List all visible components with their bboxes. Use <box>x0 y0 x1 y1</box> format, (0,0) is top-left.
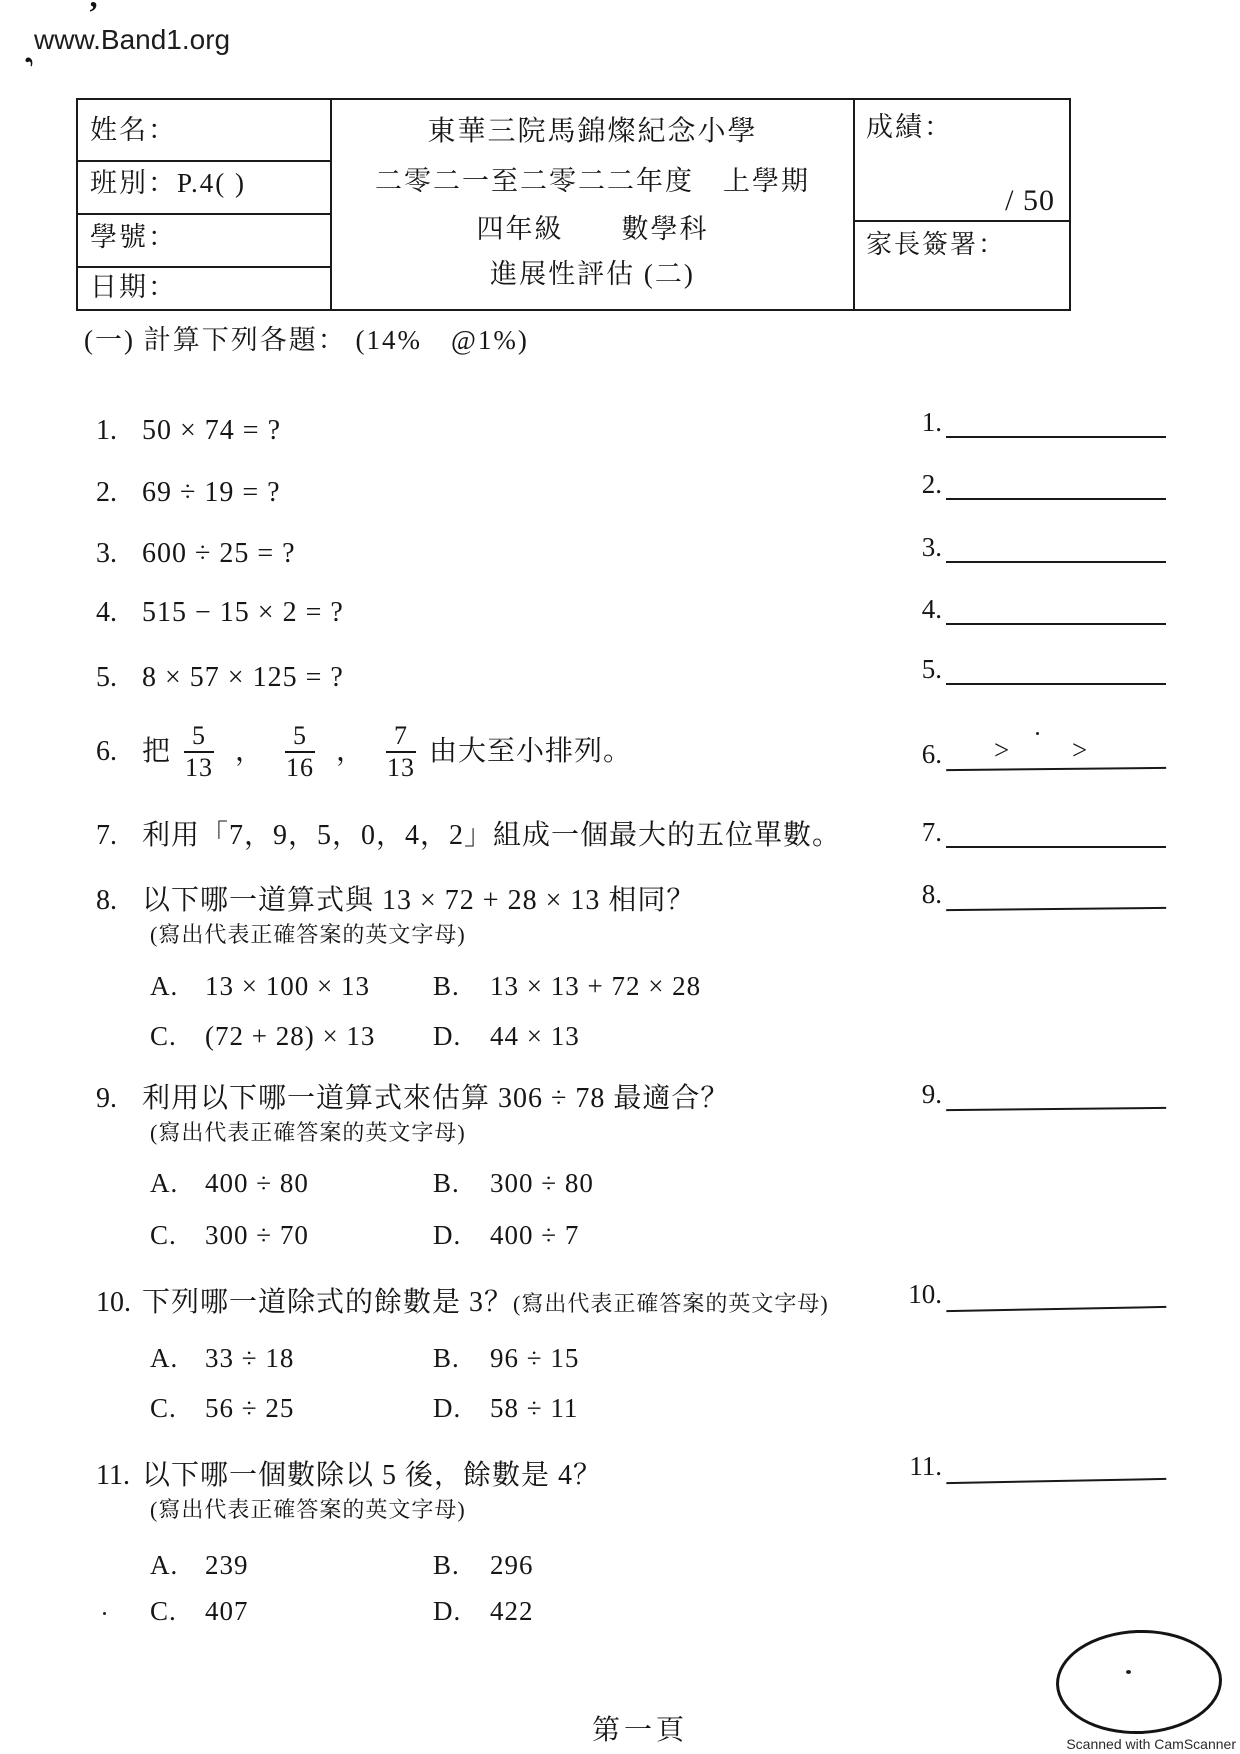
answer-line <box>946 527 1166 563</box>
question-text: 以下哪一個數除以 5 後，餘數是 4？ <box>142 1460 603 1491</box>
field-class-label: 班別：P.4( ) <box>90 168 247 198</box>
score-total: / 50 <box>1005 184 1055 217</box>
option-value: 300 ÷ 70 <box>205 1220 309 1250</box>
answer-number: 2. <box>921 469 942 499</box>
answer-line <box>946 733 1166 771</box>
question-8 <box>96 883 695 919</box>
school-name: 東華三院馬錦燦紀念小學 <box>427 116 758 147</box>
question-number: 4. <box>96 597 117 628</box>
question-3 <box>96 536 296 572</box>
answer-6-hint-greater: > <box>994 735 1010 765</box>
answer-line <box>946 589 1166 625</box>
question-10-options-row-2 <box>150 1391 810 1425</box>
option-value: 239 <box>205 1550 249 1580</box>
question-11-options-row-2 <box>150 1594 810 1628</box>
option-value: 422 <box>490 1596 534 1626</box>
fraction-3 <box>383 721 419 783</box>
answer-blank-10 <box>900 1276 1166 1310</box>
question-8-options-row-2 <box>150 1019 810 1053</box>
question-number: 9. <box>96 1083 117 1114</box>
fraction-denominator: 13 <box>387 753 416 782</box>
watermark-band1: www.Band1.org <box>34 24 231 55</box>
answer-number: 1. <box>921 407 942 437</box>
question-text: 50 × 74 = ? <box>142 415 282 446</box>
section-heading: (一) 計算下列各題： (14% @1%) <box>84 325 529 355</box>
option-label: D. <box>433 1220 462 1250</box>
question-number: 10. <box>96 1287 131 1318</box>
question-6 <box>96 706 632 798</box>
field-date-label: 日期： <box>90 272 177 302</box>
question-4 <box>96 595 344 631</box>
answer-blank-2 <box>900 466 1166 500</box>
question-11 <box>96 1458 602 1494</box>
answer-blank-5 <box>900 651 1166 685</box>
fraction-numerator: 5 <box>184 721 214 753</box>
option-value: (72 + 28) × 13 <box>205 1021 376 1051</box>
question-number: 11. <box>96 1460 130 1491</box>
answer-blank-3 <box>900 529 1166 563</box>
option-label: B. <box>433 1168 460 1198</box>
answer-line <box>946 402 1166 438</box>
question-number: 8. <box>96 885 117 916</box>
question-9-options-row-1 <box>150 1166 810 1200</box>
answer-blank-1 <box>900 404 1166 438</box>
option-value: 13 × 100 × 13 <box>205 971 370 1001</box>
parent-signature-label: 家長簽署： <box>866 230 1007 259</box>
answer-blank-6 <box>900 736 1166 770</box>
option-value: 300 ÷ 80 <box>490 1168 594 1198</box>
question-7 <box>96 818 841 854</box>
answer-line <box>946 873 1166 911</box>
option-label: B. <box>433 1343 460 1373</box>
option-label: D. <box>433 1596 462 1626</box>
answer-blank-9 <box>900 1076 1166 1110</box>
scan-artifact-mark: ’ <box>18 51 51 79</box>
question-6-prefix: 把 <box>142 736 172 767</box>
score-label: 成績： <box>866 112 953 142</box>
question-6-suffix: 由大至小排列。 <box>429 736 633 767</box>
fraction-2 <box>282 721 318 783</box>
question-text: 利用「7，9，5，0，4，2」組成一個最大的五位單數。 <box>142 820 842 851</box>
question-text <box>142 721 632 783</box>
answer-number: 7. <box>921 817 942 847</box>
option-label: B. <box>433 971 460 1001</box>
option-label: A. <box>150 1343 179 1373</box>
scan-artifact-mark: ’ <box>88 0 99 30</box>
option-label: A. <box>150 1550 179 1580</box>
question-9 <box>96 1081 729 1117</box>
question-text: 8 × 57 × 125 = ? <box>142 662 344 693</box>
question-number: 7. <box>96 820 117 851</box>
answer-number: 5. <box>921 654 942 684</box>
answer-6-hint-greater: > <box>1072 735 1088 765</box>
question-8-note: (寫出代表正確答案的英文字母) <box>150 922 466 947</box>
table-row-divider <box>855 220 1069 222</box>
header-table <box>76 98 1071 311</box>
question-number: 5. <box>96 662 117 693</box>
field-student-number-label: 學號： <box>90 222 177 252</box>
question-number: 1. <box>96 415 117 446</box>
stamp-ellipse <box>1054 1627 1224 1737</box>
question-text: 69 ÷ 19 = ? <box>142 477 281 508</box>
question-8-options-row-1 <box>150 969 810 1003</box>
fraction-denominator: 16 <box>286 753 315 782</box>
question-11-note: (寫出代表正確答案的英文字母) <box>150 1497 466 1522</box>
assessment-title: 進展性評估 (二) <box>490 259 695 289</box>
question-text: 利用以下哪一道算式來估算 306 ÷ 78 最適合？ <box>142 1083 730 1114</box>
question-text: 515 − 15 × 2 = ? <box>142 597 344 628</box>
table-column-divider <box>853 100 855 309</box>
answer-number: 10. <box>908 1279 942 1309</box>
question-10 <box>96 1285 829 1322</box>
answer-number: 6. <box>921 739 942 769</box>
question-9-note: (寫出代表正確答案的英文字母) <box>150 1120 466 1145</box>
option-label: C. <box>150 1021 177 1051</box>
question-10-options-row-1 <box>150 1341 810 1375</box>
fraction-separator: ， <box>336 736 366 767</box>
option-value: 407 <box>205 1596 249 1626</box>
option-value: 400 ÷ 80 <box>205 1168 309 1198</box>
option-value: 56 ÷ 25 <box>205 1393 295 1423</box>
answer-number: 11. <box>909 1451 942 1481</box>
table-row-divider <box>78 213 332 215</box>
question-text <box>142 1285 829 1322</box>
question-text-main: 下列哪一道除式的餘數是 3？ <box>142 1287 514 1318</box>
fraction-numerator: 7 <box>386 721 416 753</box>
answer-number: 3. <box>921 532 942 562</box>
question-9-options-row-2 <box>150 1218 810 1252</box>
page-number: 第一頁 <box>591 1715 688 1746</box>
fraction-numerator: 5 <box>285 721 315 753</box>
option-label: C. <box>150 1220 177 1250</box>
answer-line <box>946 1073 1166 1111</box>
fraction-denominator: 13 <box>185 753 214 782</box>
school-year: 二零二一至二零二二年度 上學期 <box>375 166 810 196</box>
answer-blank-11 <box>900 1448 1166 1482</box>
answer-number: 9. <box>921 1079 942 1109</box>
question-number: 2. <box>96 477 117 508</box>
question-text: 600 ÷ 25 = ? <box>142 538 296 569</box>
answer-blank-7 <box>900 814 1166 848</box>
question-number: 6. <box>96 736 117 767</box>
answer-number: 8. <box>921 879 942 909</box>
question-number: 3. <box>96 538 117 569</box>
option-label: D. <box>433 1393 462 1423</box>
table-row-divider <box>78 266 332 268</box>
option-value: 296 <box>490 1550 534 1580</box>
table-row-divider <box>78 160 332 162</box>
fraction-1 <box>181 721 217 783</box>
option-label: D. <box>433 1021 462 1051</box>
answer-line <box>946 812 1166 848</box>
grade-subject: 四年級 數學科 <box>476 214 709 244</box>
option-label: C. <box>150 1596 177 1626</box>
answer-line <box>946 1444 1167 1484</box>
answer-blank-8 <box>900 876 1166 910</box>
option-label: A. <box>150 971 179 1001</box>
answer-blank-4 <box>900 591 1166 625</box>
option-value: 400 ÷ 7 <box>490 1220 580 1250</box>
question-1 <box>96 413 281 449</box>
scan-speck <box>103 1612 106 1615</box>
field-name-label: 姓名： <box>90 115 177 145</box>
question-5 <box>96 660 344 696</box>
question-10-note: (寫出代表正確答案的英文字母) <box>513 1291 829 1316</box>
option-label: C. <box>150 1393 177 1423</box>
camscanner-credit: Scanned with CamScanner <box>1066 1736 1236 1752</box>
answer-line <box>946 1272 1167 1312</box>
fraction-separator: ， <box>235 736 265 767</box>
option-value: 44 × 13 <box>490 1021 580 1051</box>
option-value: 96 ÷ 15 <box>490 1343 580 1373</box>
option-label: B. <box>433 1550 460 1580</box>
question-text: 以下哪一道算式與 13 × 72 + 28 × 13 相同？ <box>142 885 696 916</box>
option-value: 13 × 13 + 72 × 28 <box>490 971 702 1001</box>
option-label: A. <box>150 1168 179 1198</box>
answer-line <box>946 649 1166 685</box>
question-2 <box>96 475 281 511</box>
question-11-options-row-1 <box>150 1548 810 1582</box>
answer-number: 4. <box>921 594 942 624</box>
option-value: 58 ÷ 11 <box>490 1393 579 1423</box>
option-value: 33 ÷ 18 <box>205 1343 295 1373</box>
answer-line <box>946 464 1166 500</box>
